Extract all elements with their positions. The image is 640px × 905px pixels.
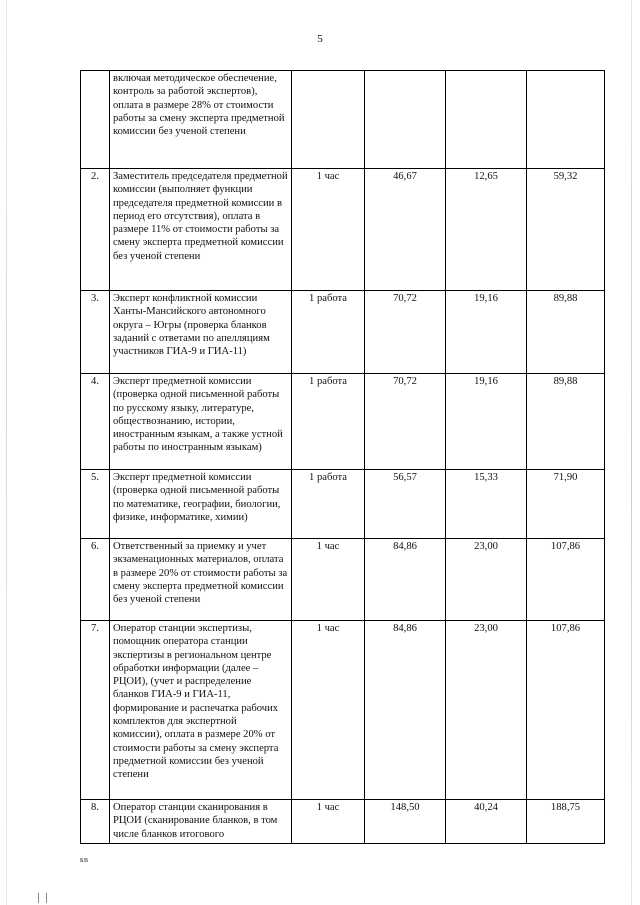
- row-amount-b: 19,16: [446, 374, 527, 470]
- row-amount-a: [365, 71, 446, 169]
- payment-rates-table: [80, 70, 605, 844]
- row-amount-b: 12,65: [446, 169, 527, 291]
- row-total: 71,90: [527, 470, 605, 539]
- row-amount-b: 40,24: [446, 800, 527, 844]
- row-amount-a: 70,72: [365, 291, 446, 374]
- row-unit: 1 работа: [292, 374, 365, 470]
- row-number: 2.: [81, 169, 110, 291]
- row-description: Эксперт предметной комиссии (проверка одной письменной работы по математике, географии, биологии, физике, информатике, химии): [110, 470, 292, 539]
- row-description: Оператор станции сканирования в РЦОИ (сканирование бланков, в том числе бланков итогового: [110, 800, 292, 844]
- row-description: Оператор станции экспертизы, помощник оператора станции экспертизы в региональном центре обработки информации (далее – РЦОИ), (учет и распределение бланков ГИА-9 и ГИА-11, формирование и распечатка рабочих комплектов для экспертной комиссии), оплата в размере 20% от стоимости работы за смену эксперта предметной комиссии без ученой степени: [110, 621, 292, 800]
- row-total: 89,88: [527, 374, 605, 470]
- table-row: [81, 291, 605, 374]
- row-unit: 1 час: [292, 169, 365, 291]
- row-description: Заместитель председателя предметной комиссии (выполняет функции председателя предметной комиссии в период его отсутствия), оплата в размере 11% от стоимости работы за смену эксперта предметной комиссии без ученой степени: [110, 169, 292, 291]
- table-row: [81, 539, 605, 621]
- row-amount-b: [446, 71, 527, 169]
- row-amount-a: 56,57: [365, 470, 446, 539]
- row-amount-b: 23,00: [446, 621, 527, 800]
- row-number: 4.: [81, 374, 110, 470]
- row-total: 188,75: [527, 800, 605, 844]
- row-unit: [292, 71, 365, 169]
- row-amount-b: 23,00: [446, 539, 527, 621]
- row-unit: 1 час: [292, 621, 365, 800]
- row-unit: 1 работа: [292, 291, 365, 374]
- table-row: [81, 169, 605, 291]
- scan-edge-left: [6, 0, 7, 905]
- table-row: [81, 800, 605, 844]
- row-number: 6.: [81, 539, 110, 621]
- row-amount-a: 148,50: [365, 800, 446, 844]
- row-amount-b: 15,33: [446, 470, 527, 539]
- row-unit: 1 работа: [292, 470, 365, 539]
- scan-artifact: [38, 893, 52, 905]
- table-row: [81, 71, 605, 169]
- footer-initials: БВ: [80, 858, 89, 864]
- row-number: 5.: [81, 470, 110, 539]
- page-number: 5: [317, 33, 323, 45]
- row-total: [527, 71, 605, 169]
- row-number: [81, 71, 110, 169]
- row-amount-a: 84,86: [365, 621, 446, 800]
- row-unit: 1 час: [292, 539, 365, 621]
- scan-edge-right: [631, 0, 632, 905]
- table-row: [81, 470, 605, 539]
- row-total: 89,88: [527, 291, 605, 374]
- row-description: включая методическое обеспечение, контроль за работой экспертов), оплата в размере 28% от стоимости работы за смену эксперта предметной комиссии без ученой степени: [110, 71, 292, 169]
- row-total: 107,86: [527, 539, 605, 621]
- row-amount-a: 84,86: [365, 539, 446, 621]
- row-description: Эксперт предметной комиссии (проверка одной письменной работы по русскому языку, литературе, обществознанию, истории, иностранным языкам, а также устной работы по иностранным языкам): [110, 374, 292, 470]
- row-number: 7.: [81, 621, 110, 800]
- row-amount-a: 70,72: [365, 374, 446, 470]
- table-row: [81, 621, 605, 800]
- row-total: 107,86: [527, 621, 605, 800]
- row-amount-b: 19,16: [446, 291, 527, 374]
- row-number: 8.: [81, 800, 110, 844]
- row-description: Эксперт конфликтной комиссии Ханты-Мансийского автономного округа – Югры (проверка бланков заданий с ответами по апелляциям участников ГИА-9 и ГИА-11): [110, 291, 292, 374]
- row-number: 3.: [81, 291, 110, 374]
- row-description: Ответственный за приемку и учет экзаменационных материалов, оплата в размере 20% от стоимости работы за смену эксперта предметной комиссии без ученой степени: [110, 539, 292, 621]
- row-amount-a: 46,67: [365, 169, 446, 291]
- row-unit: 1 час: [292, 800, 365, 844]
- row-total: 59,32: [527, 169, 605, 291]
- table-row: [81, 374, 605, 470]
